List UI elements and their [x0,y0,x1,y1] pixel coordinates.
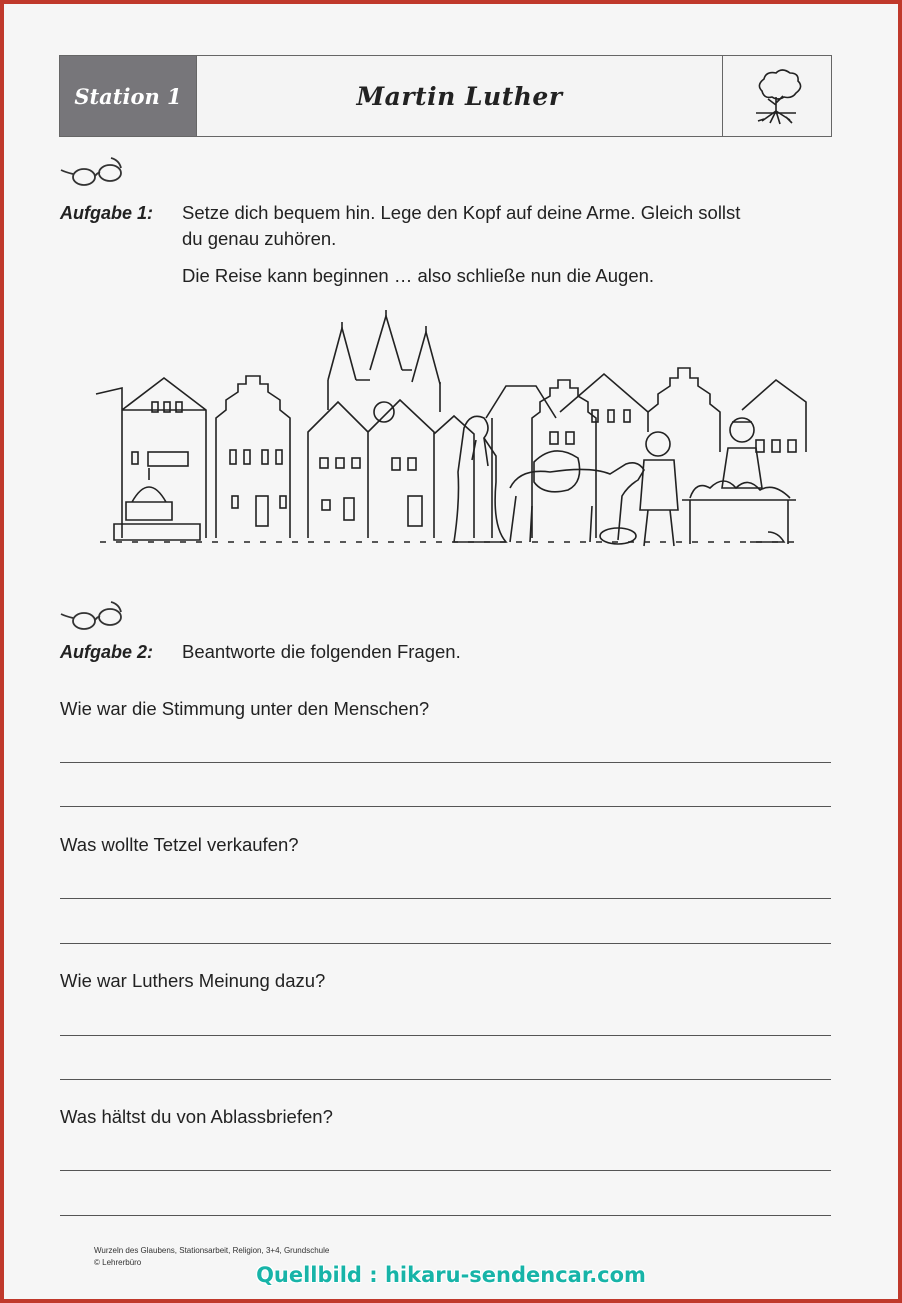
task1-label: Aufgabe 1: [60,203,154,223]
footer-copyright: © Lehrerbüro [94,1258,142,1267]
answer-line[interactable] [60,943,831,944]
answer-line[interactable] [60,1215,831,1216]
answer-line[interactable] [60,762,831,763]
answer-line[interactable] [60,1035,831,1036]
answer-line[interactable] [60,898,831,899]
task1-text-line2: du genau zuhören. [182,228,337,249]
question-2: Was wollte Tetzel verkaufen? [60,834,299,855]
task1-text-line3: Die Reise kann beginnen … also schließe nun die Augen. [182,265,655,286]
glasses-icon [58,596,128,632]
watermark: Quellbild : hikaru-sendencar.com [256,1263,646,1287]
medieval-market-town-illustration [92,310,812,558]
footer-source: Wurzeln des Glaubens, Stationsarbeit, Religion, 3+4, Grundschule [94,1246,330,1255]
page-title: Martin Luther [197,56,723,136]
station-label: Station 1 [60,56,197,136]
glasses-icon [58,152,128,188]
task2-label: Aufgabe 2: [60,642,154,662]
task2-text: Beantworte die folgenden Fragen. [182,641,461,662]
worksheet [4,4,898,1299]
task1-text-line1: Setze dich bequem hin. Lege den Kopf auf deine Arme. Gleich sollst [182,202,741,223]
answer-line[interactable] [60,806,831,807]
answer-line[interactable] [60,1079,831,1080]
question-1: Wie war die Stimmung unter den Menschen? [60,698,430,719]
tree-icon [723,56,831,136]
worksheet-header [59,55,832,137]
question-4: Was hältst du von Ablassbriefen? [60,1106,333,1127]
question-3: Wie war Luthers Meinung dazu? [60,970,326,991]
answer-line[interactable] [60,1170,831,1171]
